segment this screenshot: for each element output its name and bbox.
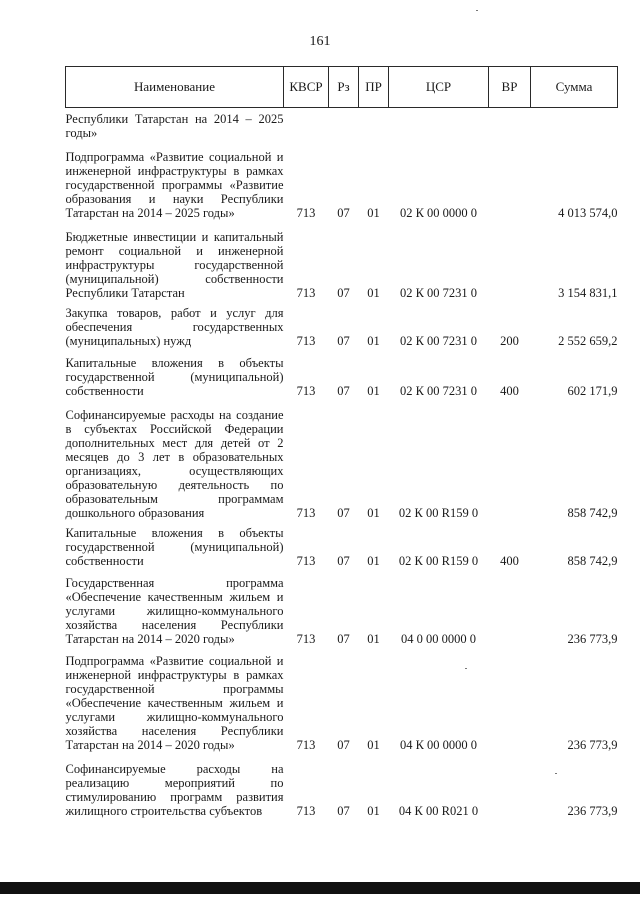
row-pr: 01 <box>367 804 380 818</box>
table-row <box>66 398 618 520</box>
row-rz: 07 <box>337 738 350 752</box>
row-name: Софинансируемые расходы на реализацию мероприятий по стимулированию программ развития жилищного строительства субъектов <box>65 762 284 818</box>
row-rz: 07 <box>337 554 350 568</box>
header-pr: ПР <box>359 67 389 108</box>
budget-table <box>65 66 618 818</box>
row-kvsr: 713 <box>296 738 316 752</box>
row-sum: 236 773,9 <box>567 738 618 752</box>
row-csr: 02 К 00 7231 0 <box>399 286 478 300</box>
row-name: Государственная программа «Обеспечение качественным жильем и услугами жилищно-коммунального хозяйства населения Республики Татарстан на 2014 – 2020 годы» <box>65 576 284 646</box>
table-row <box>66 646 618 752</box>
row-vr <box>489 108 531 141</box>
table-row <box>66 140 618 220</box>
row-rz: 07 <box>337 804 350 818</box>
table-row <box>66 348 618 398</box>
scan-bottom-edge <box>0 882 640 894</box>
row-kvsr: 713 <box>296 804 316 818</box>
row-rz: 07 <box>337 506 350 520</box>
header-kvsr: КВСР <box>284 67 329 108</box>
header-name: Наименование <box>66 67 284 108</box>
row-csr: 04 0 00 0000 0 <box>401 632 476 646</box>
row-pr: 01 <box>367 384 380 398</box>
row-pr: 01 <box>367 554 380 568</box>
row-csr: 04 К 00 0000 0 <box>399 738 478 752</box>
table-row <box>66 752 618 818</box>
row-name: Закупка товаров, работ и услуг для обеспечения государственных (муниципальных) нужд <box>65 306 284 348</box>
row-sum: 858 742,9 <box>567 506 618 520</box>
row-rz: 07 <box>337 384 350 398</box>
page-number: 161 <box>309 34 331 49</box>
row-vr <box>489 140 531 220</box>
row-sum: 858 742,9 <box>567 554 618 568</box>
row-pr: 01 <box>367 738 380 752</box>
row-kvsr: 713 <box>296 506 316 520</box>
row-csr: 02 К 00 7231 0 <box>399 384 478 398</box>
table-row <box>66 108 618 141</box>
row-csr: 02 К 00 R159 0 <box>398 506 479 520</box>
row-pr: 01 <box>367 334 380 348</box>
row-name: Республики Татарстан на 2014 – 2025 годы» <box>65 112 284 140</box>
row-kvsr: 713 <box>296 334 316 348</box>
row-name: Подпрограмма «Развитие социальной и инженерной инфраструктуры в рамках государственной программы «Обеспечение качественным жильем и услугами жилищно-коммунального хозяйства населения Республики Татарстан на 2014 – 2020 годы» <box>65 654 284 752</box>
row-kvsr: 713 <box>296 206 316 220</box>
table-row <box>66 220 618 300</box>
row-pr: 01 <box>367 632 380 646</box>
row-sum <box>531 108 618 141</box>
row-kvsr: 713 <box>296 632 316 646</box>
row-name: Бюджетные инвестиции и капитальный ремонт социальной и инженерной инфраструктуры государственной (муниципальной) собственности Республики Татарстан <box>65 230 284 300</box>
row-sum: 236 773,9 <box>567 632 618 646</box>
scan-speck <box>555 773 557 774</box>
row-name: Капитальные вложения в объекты государственной (муниципальной) собственности <box>65 356 284 398</box>
row-vr: 400 <box>500 554 519 568</box>
row-vr: 200 <box>500 334 519 348</box>
header-vr: ВР <box>489 67 531 108</box>
row-vr <box>489 752 531 818</box>
row-vr <box>489 568 531 646</box>
row-sum: 4 013 574,0 <box>558 206 618 220</box>
row-sum: 236 773,9 <box>567 804 618 818</box>
row-vr: 400 <box>500 384 519 398</box>
row-vr <box>489 220 531 300</box>
row-pr: 01 <box>367 206 380 220</box>
row-sum: 602 171,9 <box>567 384 618 398</box>
row-pr <box>359 108 389 141</box>
header-rz: Рз <box>329 67 359 108</box>
table-row <box>66 300 618 348</box>
row-rz <box>329 108 359 141</box>
row-csr: 02 К 00 7231 0 <box>399 334 478 348</box>
row-csr <box>389 108 489 141</box>
row-pr: 01 <box>367 286 380 300</box>
row-kvsr: 713 <box>296 286 316 300</box>
row-rz: 07 <box>337 334 350 348</box>
row-rz: 07 <box>337 632 350 646</box>
row-pr: 01 <box>367 506 380 520</box>
scan-speck <box>476 10 478 11</box>
row-name: Софинансируемые расходы на создание в субъектах Российской Федерации дополнительных мест для детей от 2 месяцев до 3 лет в образовательных организациях, осуществляющих образовательную деятельность по образовательным программам дошкольного образования <box>65 408 284 520</box>
row-sum: 2 552 659,2 <box>558 334 618 348</box>
table-row <box>66 520 618 568</box>
scan-speck <box>465 668 467 669</box>
header-sum: Сумма <box>531 67 618 108</box>
row-vr <box>489 646 531 752</box>
row-csr: 02 К 00 0000 0 <box>399 206 478 220</box>
row-sum: 3 154 831,1 <box>558 286 618 300</box>
row-name: Подпрограмма «Развитие социальной и инженерной инфраструктуры в рамках государственной программы «Развитие образования и науки Республики Татарстан на 2014 – 2025 годы» <box>65 150 284 220</box>
header-csr: ЦСР <box>389 67 489 108</box>
row-vr <box>489 398 531 520</box>
row-kvsr: 713 <box>296 554 316 568</box>
row-csr: 02 К 00 R159 0 <box>398 554 479 568</box>
row-kvsr: 713 <box>296 384 316 398</box>
row-rz: 07 <box>337 286 350 300</box>
row-kvsr <box>284 108 329 141</box>
row-csr: 04 К 00 R021 0 <box>398 804 479 818</box>
row-name: Капитальные вложения в объекты государственной (муниципальной) собственности <box>65 526 284 568</box>
table-header-row <box>66 67 618 108</box>
table-row <box>66 568 618 646</box>
row-rz: 07 <box>337 206 350 220</box>
